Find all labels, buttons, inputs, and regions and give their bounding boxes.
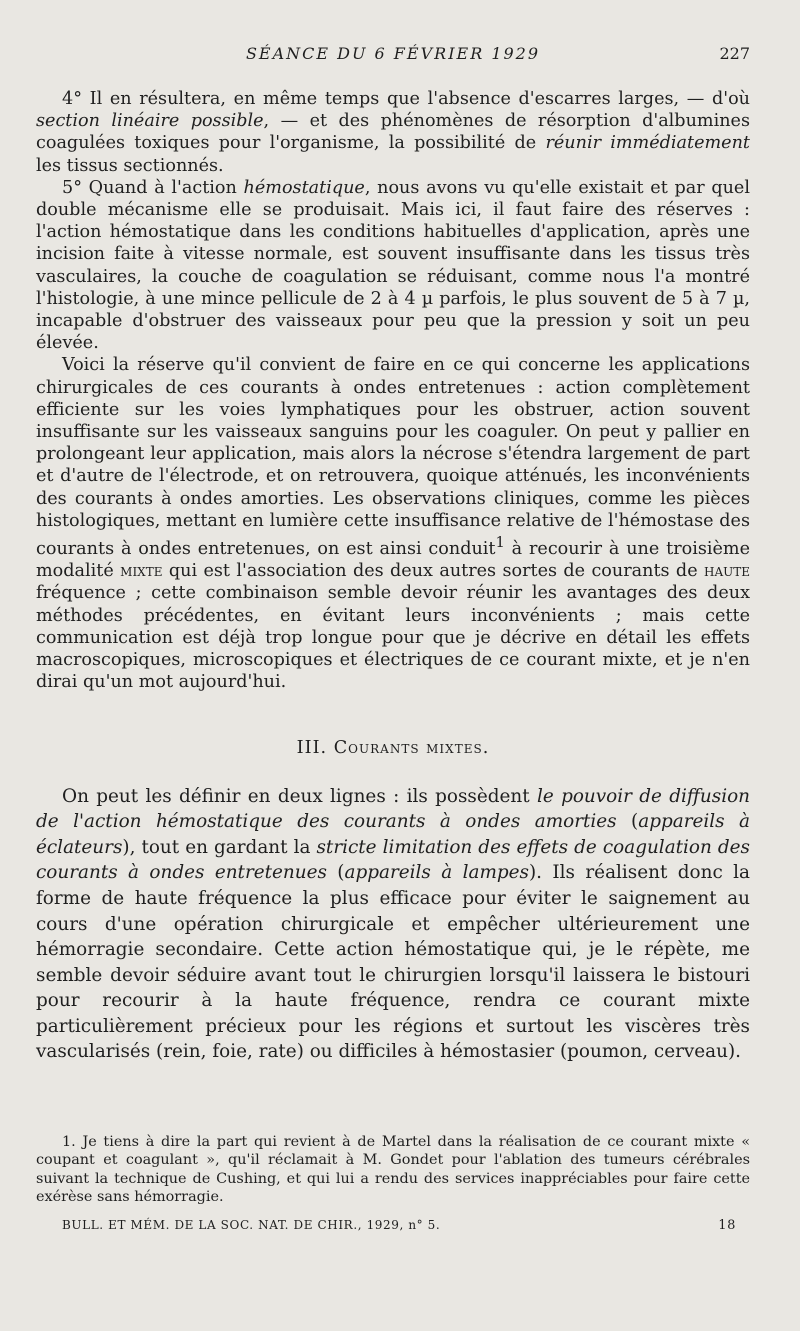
text-run: à recourir à une troisième modalité — [36, 538, 750, 582]
italic-run: hémostatique — [243, 177, 365, 198]
paragraph-4 — [36, 88, 750, 177]
italic-run: section linéaire possible — [36, 111, 264, 132]
paragraph-courants-mixtes — [36, 784, 750, 1066]
main-text — [36, 88, 750, 1065]
text-run: 4° Il en résultera, en même temps que l'absence d'escarres larges, — d'où — [62, 89, 750, 109]
italic-run: stricte limitation des effets de coagulation des courants à ondes entretenues — [36, 836, 750, 884]
text-run: ). Ils réalisent donc la forme de haute fréquence la plus efficace pour éviter le saignement au cours d'une opération chirurgicale et empêcher ultérieurement une hémorragie secondaire. Cette action hémostatique qui, je le répète, me semble devoir séduire avant tout le chirurgien lorsqu'il laissera le bistouri pour recourir à la haute fréquence, rendra ce courant mixte particulièrement précieux pour les régions et surtout les viscères très vascularisés (rein, foie, rate) ou difficiles à hémostasier (poumon, cerveau). — [36, 862, 750, 1063]
page-header — [36, 44, 750, 68]
section-title: Courants mixtes. — [333, 738, 490, 759]
footnote-text: 1. Je tiens à dire la part qui revient à de Martel dans la réalisation de ce courant mixte « coupant et coagulant », qu'il réclamait à M. Gondet pour l'ablation des tumeurs cérébrales suivant la technique de Cushing, et qui lui a rendu des services inappréciables pour faire cette exérèse sans hémorragie. — [36, 1134, 750, 1206]
italic-run: appareils à lampes — [344, 862, 529, 884]
text-run: , nous avons vu qu'elle existait et par quel double mécanisme elle se produisait. Mais ici, il faut faire des réserves : l'action hémostatique dans les conditions habituelles d'application, après une incision faite à vitesse normale, est souvent insuffisante dans les tissus très vasculaires, la couche de coagulation se réduisant, comme nous l'a montré l'histologie, à une mince pellicule de 2 à 4 µ parfois, le plus souvent de 5 à 7 µ, incapable d'obstruer des vaisseaux pour peu que la pression y soit un peu élevée. — [36, 177, 750, 354]
section-number: III. — [296, 738, 328, 759]
section-heading — [36, 737, 750, 759]
page-footer — [36, 1218, 750, 1238]
signature-mark: 18 — [718, 1218, 736, 1233]
text-run: On peut les définir en deux lignes : ils possèdent — [62, 785, 537, 807]
page-number: 227 — [719, 44, 750, 63]
text-run: les tissus sectionnés. — [36, 155, 224, 176]
small-caps-run: haute — [704, 561, 751, 582]
text-run: qui est l'association des deux autres sortes de courants de — [162, 561, 704, 582]
italic-run: réunir immédiatement — [545, 133, 750, 154]
paragraph-voici — [36, 354, 750, 693]
small-caps-run: mixte — [120, 561, 163, 582]
text-run: ( — [326, 862, 345, 884]
journal-citation: BULL. ET MÉM. DE LA SOC. NAT. DE CHIR., 1929, n° 5. — [62, 1218, 441, 1232]
text-run: Voici la réserve qu'il convient de faire en ce qui concerne les applications chirurgicales de ces courants à ondes entretenues : action complètement efficiente sur les voies lymphatiques pour les obstruer, action souvent insuffisante sur les vaisseaux sanguins pour les coaguler. On peut y pallier en prolongeant leur application, mais alors la nécrose s'étendra largement de part et d'autre de l'électrode, et on retrouvera, quoique atténués, les inconvénients des courants à ondes amorties. Les observations cliniques, comme les pièces histologiques, mettant en lumière cette insuffisance relative de l'hémostase des courants à ondes entretenues, on est ainsi conduit — [36, 355, 750, 559]
text-run: , — et des phénomènes de résorption d'albumines coagulées toxiques pour l'organisme, la possibilité de — [36, 111, 750, 154]
footnote — [36, 1133, 750, 1207]
italic-run: le pouvoir de diffusion de l'action hémostatique des courants à ondes amorties — [36, 785, 750, 833]
paragraph-5 — [36, 177, 750, 355]
footnote-ref: 1 — [495, 534, 505, 552]
running-head: SÉANCE DU 6 FÉVRIER 1929 — [245, 44, 541, 63]
text-run: ), tout en gardant la — [122, 836, 317, 858]
text-run: fréquence ; cette combinaison semble devoir réunir les avantages des deux méthodes précédentes, en évitant leurs inconvénients ; mais cette communication est déjà trop longue pour que je décrive en détail les effets macroscopiques, microscopiques et électriques de ce courant mixte, et je n'en dirai qu'un mot aujourd'hui. — [36, 583, 750, 693]
text-run: 5° Quand à l'action — [62, 177, 244, 198]
text-run: ( — [616, 811, 639, 833]
italic-run: appareils à éclateurs — [36, 811, 751, 858]
